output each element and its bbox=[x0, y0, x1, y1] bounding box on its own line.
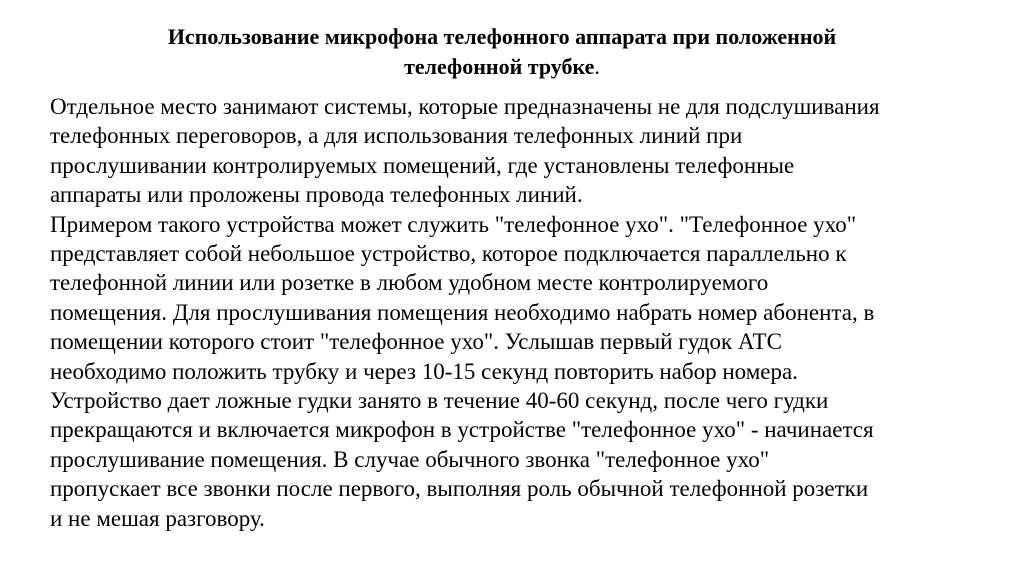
body-line: прослушивание помещения. В случае обычного звонка "телефонное ухо" bbox=[50, 446, 770, 472]
body-line: Отдельное место занимают системы, которые предназначены не для подслушивания bbox=[50, 94, 880, 119]
body-line: Примером такого устройства может служить "телефонное ухо". "Телефонное ухо" bbox=[50, 211, 857, 237]
body-line: Устройство дает ложные гудки занято в течение 40-60 секунд, после чего гудки bbox=[50, 388, 829, 414]
body-line: помещения. Для прослушивания помещения необходимо набрать номер абонента, в bbox=[50, 299, 875, 325]
body-line: прослушивании контролируемых помещений, где установлены телефонные bbox=[50, 152, 795, 178]
body-line: телефонной линии или розетке в любом удобном месте контролируемого bbox=[50, 270, 769, 296]
body-line: телефонных переговоров, а для использования телефонных линий при bbox=[50, 123, 743, 149]
body-line: прекращаются и включается микрофон в устройстве "телефонное ухо" - начинается bbox=[50, 417, 874, 443]
body-line: пропускает все звонки после первого, выполняя роль обычной телефонной розетки bbox=[50, 476, 869, 502]
body-line: необходимо положить трубку и через 10-15 секунд повторить набор номера. bbox=[50, 358, 798, 384]
slide-title-line-2 bbox=[60, 52, 944, 82]
body-line: аппараты или проложены провода телефонных линий. bbox=[50, 182, 583, 208]
body-line: представляет собой небольшое устройство, которое подключается параллельно к bbox=[50, 241, 847, 267]
slide-title-line-1: Использование микрофона телефонного аппарата при положенной bbox=[167, 24, 837, 49]
slide-title-line-2-text: телефонной трубке bbox=[404, 54, 595, 79]
slide-title bbox=[60, 22, 944, 82]
slide-body-text bbox=[50, 92, 990, 533]
body-line: и не мешая разговору. bbox=[50, 505, 265, 531]
body-line: помещении которого стоит "телефонное ухо". Услышав первый гудок АТС bbox=[50, 329, 782, 355]
slide-title-line-2-period: . bbox=[594, 54, 600, 79]
